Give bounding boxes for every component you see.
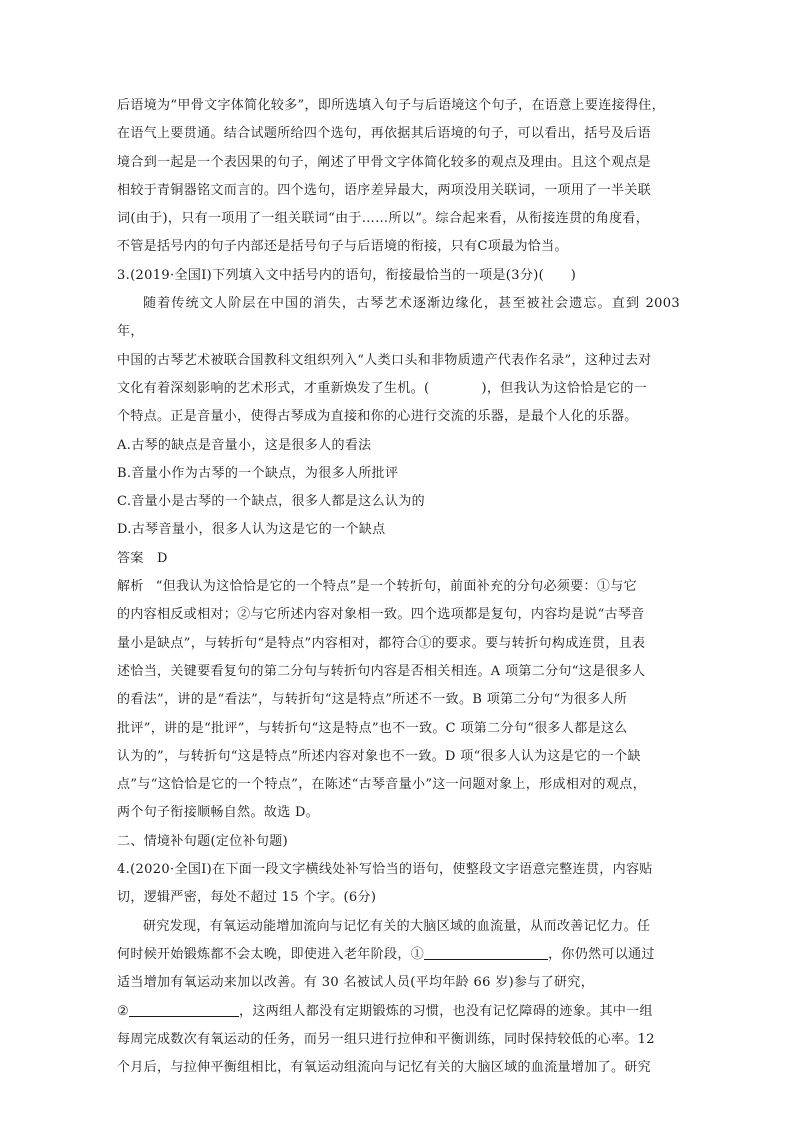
q3-passage-line-1: 随着传统文人阶层在中国的消失，古琴艺术逐渐边缘化，甚至被社会遗忘。直到 2003 年， (117, 296, 680, 340)
analysis-line-8: 点”与“这恰恰是它的一个特点”，在陈述“古琴音量小”这一问题对象上，形成相对的观点， (117, 777, 646, 793)
q4-passage-line-2-before: 何时候开始锻炼都不会太晚，即使进入老年阶段，① (117, 946, 425, 962)
continued-line-3: 境合到一起是一个表因果的句子，阐述了甲骨文字体简化较多的观点及理由。且这个观点是 (117, 154, 652, 170)
fill-blank-1[interactable] (424, 944, 548, 960)
answer-line (117, 545, 680, 573)
document-page (117, 92, 680, 1082)
analysis-line-7: 认为的”，与转折句“这是特点”所述内容对象也不一致。D 项“很多人认为这是它的一个缺 (117, 748, 641, 764)
q4-passage-line-2-after: ，你仍然可以通过 (548, 946, 655, 962)
q4-passage-line-1: 研究发现，有氧运动能增加流向与记忆有关的大脑区域的血流量，从而改善记忆力。任 (143, 918, 651, 934)
section-heading: 二、情境补句题(定位补句题) (117, 833, 289, 849)
analysis-line-5: 的看法”，讲的是“看法”，与转折句“这是特点”所述不一致。B 项第二分句“为很多人所 (117, 692, 628, 708)
fill-blank-2[interactable] (129, 1001, 239, 1017)
option-c: C.音量小是古琴的一个缺点，很多人都是这么认为的 (117, 494, 426, 510)
analysis-line-1 (117, 573, 680, 601)
q4-passage-line-2 (117, 941, 680, 969)
question-4-stem-line-1: 4.(2020·全国Ⅰ)在下面一段文字横线处补写恰当的语句，使整段文字语意完整连贯，内容贴 (117, 862, 653, 878)
q3-passage-line-3-after: )，但我认为这恰恰是它的一 (481, 380, 648, 396)
analysis-label: 解析 (117, 579, 144, 595)
q3-passage-line-2: 中国的古琴艺术被联合国教科文组织列入“人类口头和非物质遗产代表作名录”，这种过去对 (117, 352, 652, 368)
q4-passage-line-4 (117, 998, 680, 1026)
answer-label: 答案 (117, 550, 144, 566)
q4-passage-line-5: 每周完成数次有氧运动的任务，而另一组只进行拉伸和平衡训练，同时保持较低的心率。12 (117, 1031, 655, 1047)
q4-passage-line-4-after: ，这两组人都没有定期锻炼的习惯，也没有记忆障碍的迹象。其中一组 (239, 1003, 653, 1019)
q4-passage-line-6: 个月后，与拉伸平衡组相比，有氧运动组流向与记忆有关的大脑区域的血流量增加了。研究 (117, 1060, 652, 1076)
question-3-stem: 3.(2019·全国Ⅰ)下列填入文中括号内的语句，衔接最恰当的一项是(3分)( ) (117, 267, 577, 283)
continued-line-6: 不管是括号内的句子内部还是括号句子与后语境的衔接，只有C项最为恰当。 (117, 239, 568, 255)
continued-line-4: 相较于青铜器铭文而言的。四个选句，语序差异最大，两项没用关联词，一项用了一半关联 (117, 182, 652, 198)
answer-value: D (157, 550, 168, 566)
continued-line-5: 词(由于)，只有一项用了一组关联词“由于……所以”。综合起来看，从衔接连贯的角度看， (117, 211, 650, 227)
continued-line-1: 后语境为“甲骨文字体简化较多”，即所选填入句子与后语境这个句子，在语意上要连接得住， (117, 98, 665, 113)
analysis-line-4: 述恰当，关键要看复句的第二分句与转折句内容是否相关相连。A 项第二分句“这是很多人 (117, 663, 646, 679)
question-4-stem-line-2: 切，逻辑严密，每处不超过 15 个字。(6分) (117, 890, 377, 906)
option-b: B.音量小作为古琴的一个缺点，为很多人所批评 (117, 465, 399, 481)
q3-passage-line-3-before: 文化有着深刻影响的艺术形式，才重新焕发了生机。( (117, 380, 430, 396)
analysis-line-3: 量小是缺点”，与转折句“是特点”内容相对，都符合①的要求。要与转折句构成连贯，且表 (117, 635, 646, 651)
analysis-line-9: 两个句子衔接顺畅自然。故选 D。 (117, 805, 320, 821)
q4-passage-line-3: 适当增加有氧运动来加以改善。有 30 名被试人员(平均年龄 66 岁)参与了研究， (117, 975, 595, 991)
q3-passage-line-4: 个特点。正是音量小，使得古琴成为直接和你的心进行交流的乐器，是最个人化的乐器。 (117, 409, 638, 425)
continued-line-2: 在语气上要贯通。结合试题所给四个选句，再依据其后语境的句子，可以看出，括号及后语 (117, 126, 652, 142)
analysis-line-6: 批评”，讲的是“批评”，与转折句“这是特点”也不一致。C 项第二分句“很多人都是这么 (117, 720, 628, 736)
analysis-text-1: “但我认为这恰恰是它的一个特点”是一个转折句，前面补充的分句必须要：①与它 (155, 579, 637, 595)
option-d: D.古琴音量小，很多人认为这是它的一个缺点 (117, 522, 386, 538)
q3-passage-line-3 (117, 375, 680, 403)
analysis-line-2: 的内容相反或相对；②与它所述内容对象相一致。四个选项都是复句，内容均是说“古琴音 (117, 607, 645, 623)
q4-passage-line-4-marker: ② (117, 1003, 130, 1019)
option-a: A.古琴的缺点是音量小，这是很多人的看法 (117, 437, 372, 453)
